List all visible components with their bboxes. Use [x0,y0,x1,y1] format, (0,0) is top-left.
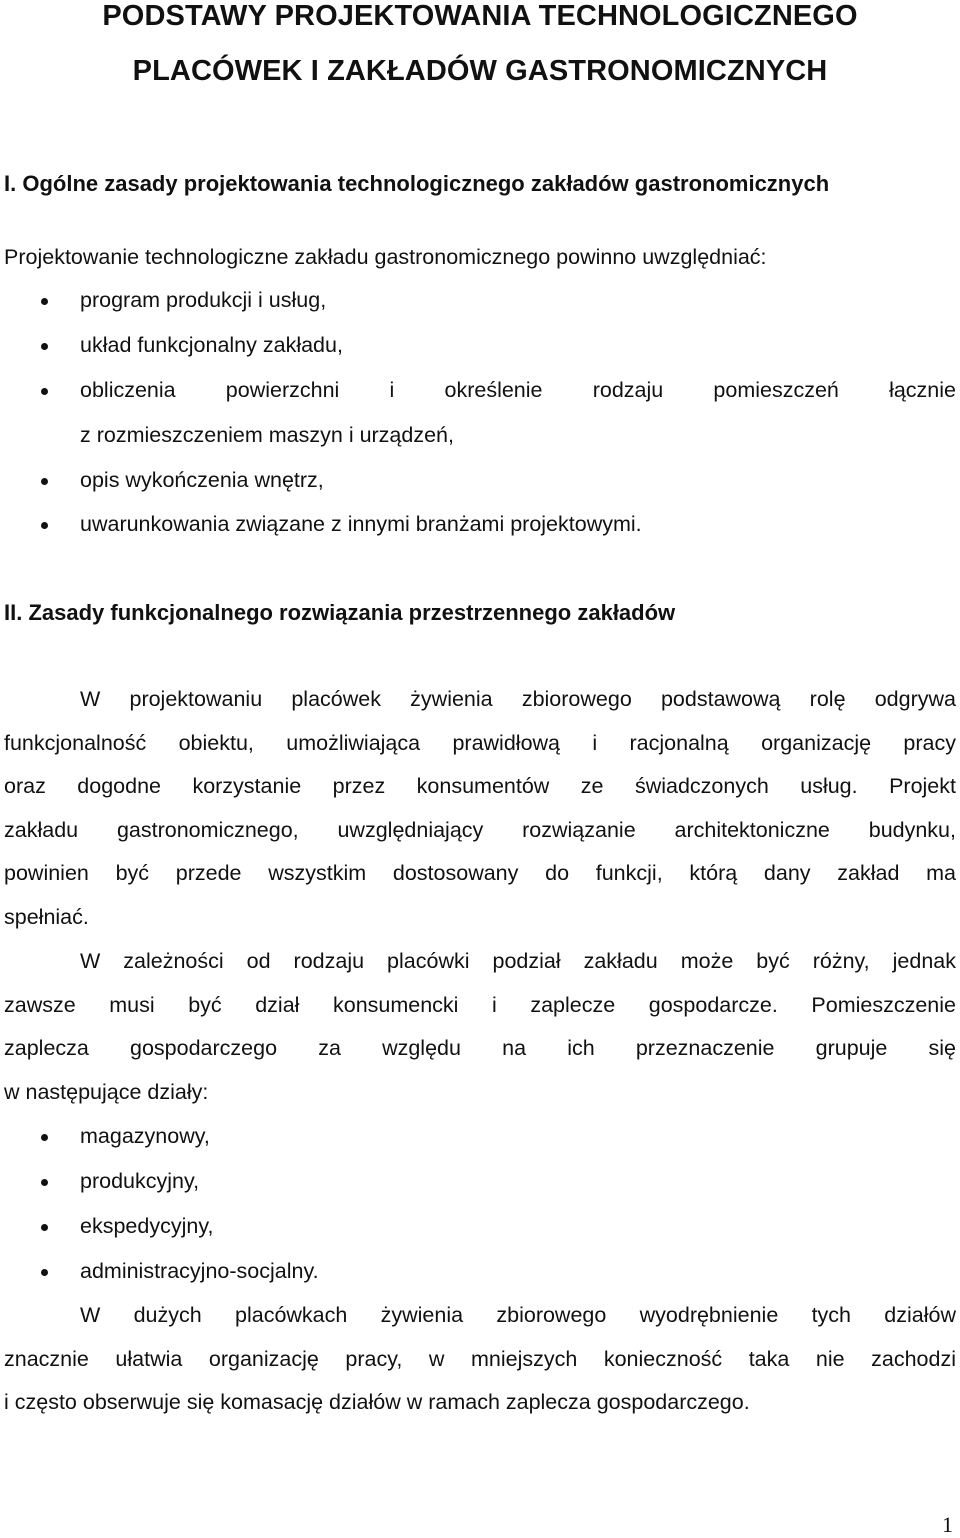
bullet-dot [41,343,48,350]
section-1-bullet-3: obliczenia powierzchni i określenie rodzaju pomieszczeń łącznie [80,378,956,402]
section-2-para-2-line-2: zawsze musi być dział konsumencki i zaplecze gospodarcze. Pomieszczenie [4,993,956,1017]
bullet-dot [41,478,48,485]
document-title-line-1: PODSTAWY PROJEKTOWANIA TECHNOLOGICZNEGO [102,0,858,32]
section-1-bullet-2: układ funkcjonalny zakładu, [80,333,343,357]
bullet-dot [41,1134,48,1141]
section-2-para-1-line-1: W projektowaniu placówek żywienia zbiorowego podstawową rolę odgrywa [80,687,956,711]
section-2-bullet-3: ekspedycyjny, [80,1214,214,1238]
bullet-dot [41,298,48,305]
section-1-intro: Projektowanie technologiczne zakładu gastronomicznego powinno uwzględniać: [4,245,767,269]
section-2-para-2-line-3: zaplecza gospodarczego za względu na ich przeznaczenie grupuje się [4,1036,956,1060]
section-1-bullet-3-continuation: z rozmieszczeniem maszyn i urządzeń, [80,423,454,447]
section-2-para-3-line-2: znacznie ułatwia organizację pracy, w mniejszych konieczność taka nie zachodzi [4,1347,956,1371]
section-2-para-3-line-1: W dużych placówkach żywienia zbiorowego wyodrębnienie tych działów [80,1303,956,1327]
section-2-para-1-line-2: funkcjonalność obiektu, umożliwiająca prawidłową i racjonalną organizację pracy [4,731,956,755]
section-2-bullet-1: magazynowy, [80,1124,210,1148]
document-title-line-2: PLACÓWEK I ZAKŁADÓW GASTRONOMICZNYCH [132,55,828,87]
section-2-para-2-line-4: w następujące działy: [4,1080,209,1104]
section-2-para-1-line-4: zakładu gastronomicznego, uwzględniający rozwiązanie architektoniczne budynku, [4,818,956,842]
bullet-dot [41,388,48,395]
section-2-para-1-line-5: powinien być przede wszystkim dostosowany do funkcji, którą dany zakład ma [4,861,956,885]
section-2-para-1-line-3: oraz dogodne korzystanie przez konsumentów ze świadczonych usług. Projekt [4,774,956,798]
section-1-heading: I. Ogólne zasady projektowania technologicznego zakładów gastronomicznych [4,171,830,196]
page-number: 1 [942,1512,953,1537]
section-2-para-3-line-3: i często obserwuje się komasację działów w ramach zaplecza gospodarczego. [4,1390,750,1414]
section-2-heading: II. Zasady funkcjonalnego rozwiązania przestrzennego zakładów [4,600,676,625]
bullet-dot [41,1269,48,1276]
section-2-para-2-line-1: W zależności od rodzaju placówki podział zakładu może być różny, jednak [80,949,956,973]
section-2-bullet-2: produkcyjny, [80,1169,200,1193]
section-2-para-1-line-6: spełniać. [4,905,89,929]
section-1-bullet-4: opis wykończenia wnętrz, [80,468,324,492]
section-1-bullet-1: program produkcji i usług, [80,288,327,312]
bullet-dot [41,1179,48,1186]
section-1-bullet-5: uwarunkowania związane z innymi branżami projektowymi. [80,512,642,536]
bullet-dot [41,522,48,529]
bullet-dot [41,1224,48,1231]
section-2-bullet-4: administracyjno-socjalny. [80,1259,319,1283]
